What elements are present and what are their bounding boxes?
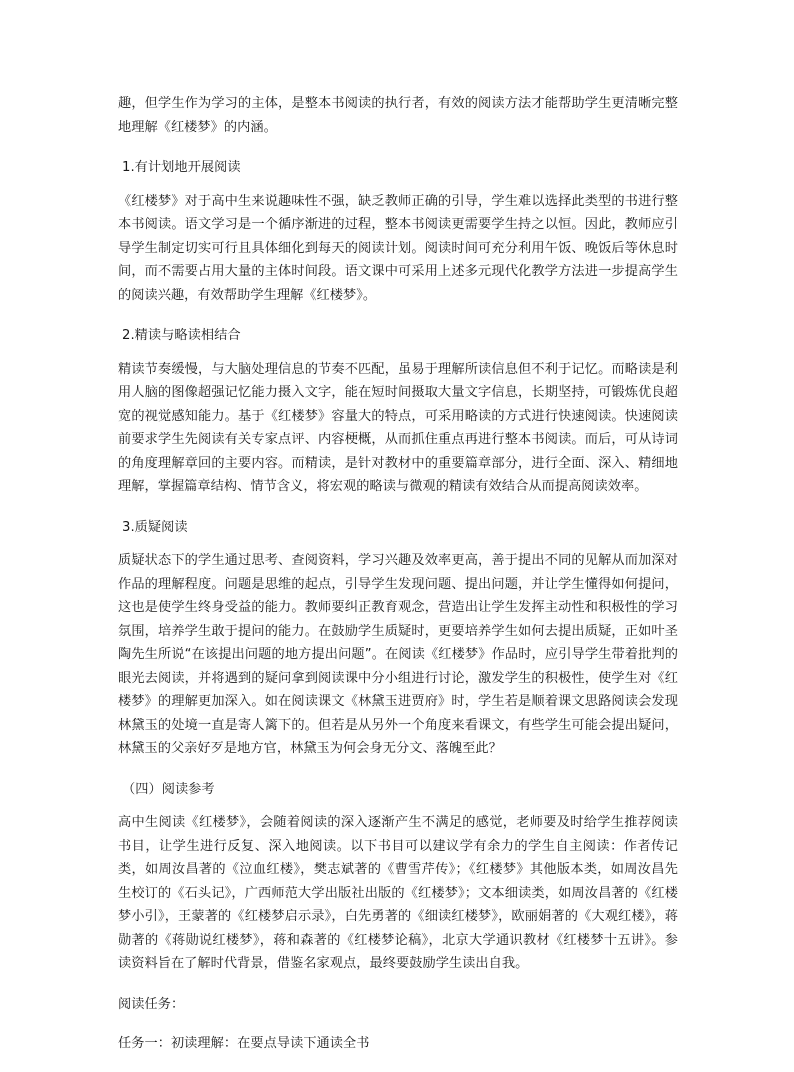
paragraph-3: 质疑状态下的学生通过思考、查阅资料，学习兴趣及效率更高，善于提出不同的见解从而加深对作品的理解程度。问题是思维的起点，引导学生发现问题、提出问题，并让学生懂得如何提问，这也是使学生终身受益的能力。教师要纠正教育观念，营造出让学生发挥主动性和积极性的学习氛围，培养学生敢于提问的能力。在鼓励学生质疑时，更要培养学生如何去提出质疑，正如叶圣陶先生所说“在该提出问题的地方提出问题”。在阅读《红楼梦》作品时，应引导学生带着批判的眼光去阅读，并将遇到的疑问拿到阅读课中分小组进行讨论，激发学生的积极性，使学生对《红楼梦》的理解更加深入。如在阅读课文《林黛玉进贾府》时，学生若是顺着课文思路阅读会发现林黛玉的处境一直是寄人篱下的。但若是从另外一个角度来看课文，有些学生可能会提出疑问，林黛玉的父亲好歹是地方官，林黛玉为何会身无分文、落魄至此？ <box>118 553 678 756</box>
task-1: 任务一：初读理解：在要点导读下通读全书 <box>118 1036 370 1051</box>
task-heading: 阅读任务： <box>118 996 185 1012</box>
paragraph-2: 精读节奏缓慢，与大脑处理信息的节奏不匹配，虽易于理解所读信息但不利于记忆。而略读是利用人脑的图像超强记忆能力摄入文字，能在短时间摄取大量文字信息，长期坚持，可锻炼优良超宽的视觉感知能力。基于《红楼梦》容量大的特点，可采用略读的方式进行快速阅读。快速阅读前要求学生先阅读有关专家点评、内容梗概，从而抓住重点再进行整本书阅读。而后，可从诗词的角度理解章回的主要内容。而精读，是针对教材中的重要篇章部分，进行全面、深入、精细地理解，掌握篇章结构、情节含义，将宏观的略读与微观的精读有效结合从而提高阅读效率。 <box>118 361 678 494</box>
section-heading-2: 2.精读与略读相结合 <box>122 328 241 343</box>
section-heading-1: 1.有计划地开展阅读 <box>122 160 241 175</box>
section-heading-4: （四）阅读参考 <box>122 781 215 797</box>
document-body <box>118 92 678 1072</box>
intro-paragraph: 趣，但学生作为学习的主体，是整本书阅读的执行者，有效的阅读方法才能帮助学生更清晰完整地理解《红楼梦》的内涵。 <box>118 96 678 135</box>
paragraph-1: 《红楼梦》对于高中生来说趣味性不强，缺乏教师正确的引导，学生难以选择此类型的书进行整本书阅读。语文学习是一个循序渐进的过程，整本书阅读更需要学生持之以恒。因此，教师应引导学生制定切实可行且具体细化到每天的阅读计划。阅读时间可充分利用午饭、晚饭后等休息时间，而不需要占用大量的主体时间段。语文课中可采用上述多元现代化教学方法进一步提高学生的阅读兴趣，有效帮助学生理解《红楼梦》。 <box>118 193 678 303</box>
section-heading-3: 3.质疑阅读 <box>122 519 188 535</box>
paragraph-4: 高中生阅读《红楼梦》，会随着阅读的深入逐渐产生不满足的感觉，老师要及时给学生推荐阅读书目，让学生进行反复、深入地阅读。以下书目可以建议学有余力的学生自主阅读：作者传记类，如周汝昌著的《泣血红楼》，樊志斌著的《曹雪芹传》；《红楼梦》其他版本类，如周汝昌先生校订的《石头记》，广西师范大学出版社出版的《红楼梦》；文本细读类，如周汝昌著的《红楼梦小引》，王蒙著的《红楼梦启示录》，白先勇著的《细读红楼梦》，欧丽娟著的《大观红楼》，蒋勋著的《蒋勋说红楼梦》，蒋和森著的《红楼梦论稿》，北京大学通识教材《红楼梦十五讲》。参读资料旨在了解时代背景，借鉴名家观点，最终要鼓励学生读出自我。 <box>118 815 678 971</box>
